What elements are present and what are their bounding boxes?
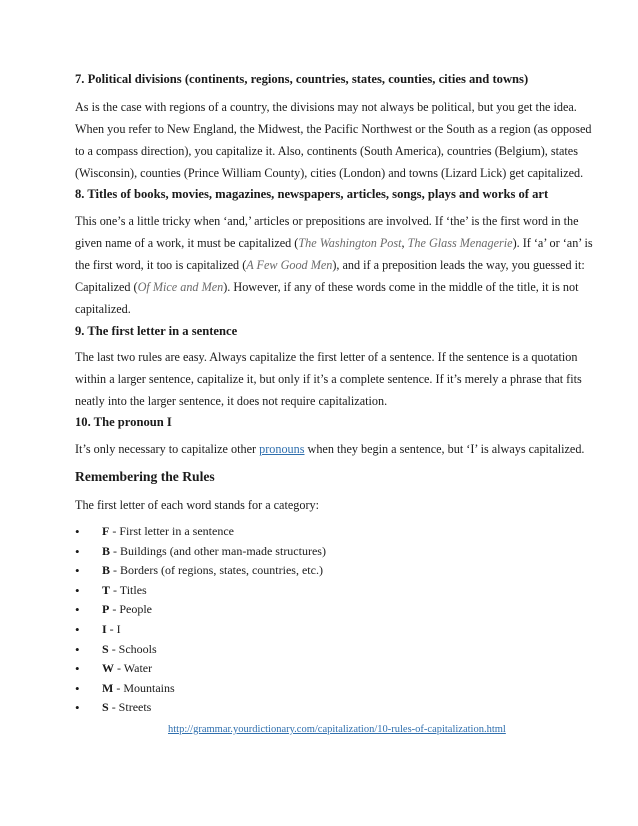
pronouns-link[interactable]: pronouns <box>259 442 305 456</box>
section-10-heading: 10. The pronoun I <box>75 415 172 429</box>
section-8-paragraph <box>75 210 593 320</box>
list-item: • B - Borders (of regions, states, countries, etc.) <box>75 561 326 581</box>
paragraph-line: When you refer to New England, the Midwest, the Pacific Northwest or the South as a region (as opposed <box>75 122 592 136</box>
section-10-paragraph <box>75 438 585 460</box>
list-item: • S - Schools <box>75 640 326 660</box>
paragraph-line: within a larger sentence, capitalize it, but only if it’s a complete sentence. If it’s merely a phrase that fits <box>75 372 582 386</box>
list-item: • T - Titles <box>75 581 326 601</box>
paragraph-line: given name of a work, it must be capitalized (The Washington Post, The Glass Menagerie). If ‘a’ or ‘an’ is <box>75 236 593 250</box>
list-item: • F - First letter in a sentence <box>75 522 326 542</box>
bullet-icon: • <box>75 700 80 716</box>
paragraph-line: This one’s a little tricky when ‘and,’ articles or prepositions are involved. If ‘the’ is the first word in the <box>75 214 579 228</box>
section-8-heading: 8. Titles of books, movies, magazines, newspapers, articles, songs, plays and works of art <box>75 187 549 201</box>
title-the-washington-post: The Washington Post <box>298 236 402 250</box>
paragraph-line: capitalized. <box>75 302 131 316</box>
paragraph-line: It’s only necessary to capitalize other pronouns when they begin a sentence, but ‘I’ is always capitalized. <box>75 442 585 456</box>
paragraph-line: neatly into the larger sentence, it does not require capitalization. <box>75 394 388 408</box>
paragraph-line: The last two rules are easy. Always capitalize the first letter of a sentence. If the sentence is a quotation <box>75 350 578 364</box>
bullet-icon: • <box>75 582 80 598</box>
list-item: • B - Buildings (and other man-made structures) <box>75 542 326 562</box>
mnemonic-list <box>75 522 326 718</box>
bullet-icon: • <box>75 543 80 559</box>
paragraph-line: The first letter of each word stands for a category: <box>75 498 319 512</box>
list-item: • M - Mountains <box>75 679 326 699</box>
bullet-icon: • <box>75 602 80 618</box>
paragraph-line: Capitalized (Of Mice and Men). However, if any of these words come in the middle of the title, it is not <box>75 280 579 294</box>
title-a-few-good-men: A Few Good Men <box>246 258 333 272</box>
title-of-mice-and-men: Of Mice and Men <box>137 280 224 294</box>
section-9-paragraph <box>75 346 582 412</box>
section-9-heading: 9. The first letter in a sentence <box>75 324 238 338</box>
paragraph-line: the first word, it too is capitalized (A Few Good Men), and if a preposition leads the way, you guessed it: <box>75 258 585 272</box>
bullet-icon: • <box>75 524 80 539</box>
bullet-icon: • <box>75 641 80 657</box>
paragraph-line: (Wisconsin), counties (Prince William County), cities (London) and towns (Lizard Lick) get capitalized. <box>75 166 584 180</box>
source-link[interactable]: http://grammar.yourdictionary.com/capitalization/10-rules-of-capitalization.html <box>168 724 506 735</box>
list-item: • I - I <box>75 620 326 640</box>
paragraph-line: to a compass direction), you capitalize it. Also, continents (South America), countries (Belgium), states <box>75 144 578 158</box>
remembering-intro <box>75 494 565 516</box>
section-7-paragraph <box>75 96 592 184</box>
remembering-heading: Remembering the Rules <box>75 469 215 484</box>
bullet-icon: • <box>75 680 80 696</box>
paragraph-line: As is the case with regions of a country, the divisions may not always be political, but you get the idea. <box>75 100 577 114</box>
list-item: • S - Streets <box>75 698 326 718</box>
bullet-icon: • <box>75 621 80 637</box>
title-the-glass-menagerie: The Glass Menagerie <box>407 236 513 250</box>
bullet-icon: • <box>75 661 80 677</box>
bullet-icon: • <box>75 563 80 579</box>
list-item: • P - People <box>75 600 326 620</box>
list-item: • W - Water <box>75 659 326 679</box>
section-7-heading: 7. Political divisions (continents, regions, countries, states, counties, cities and towns) <box>75 72 529 86</box>
